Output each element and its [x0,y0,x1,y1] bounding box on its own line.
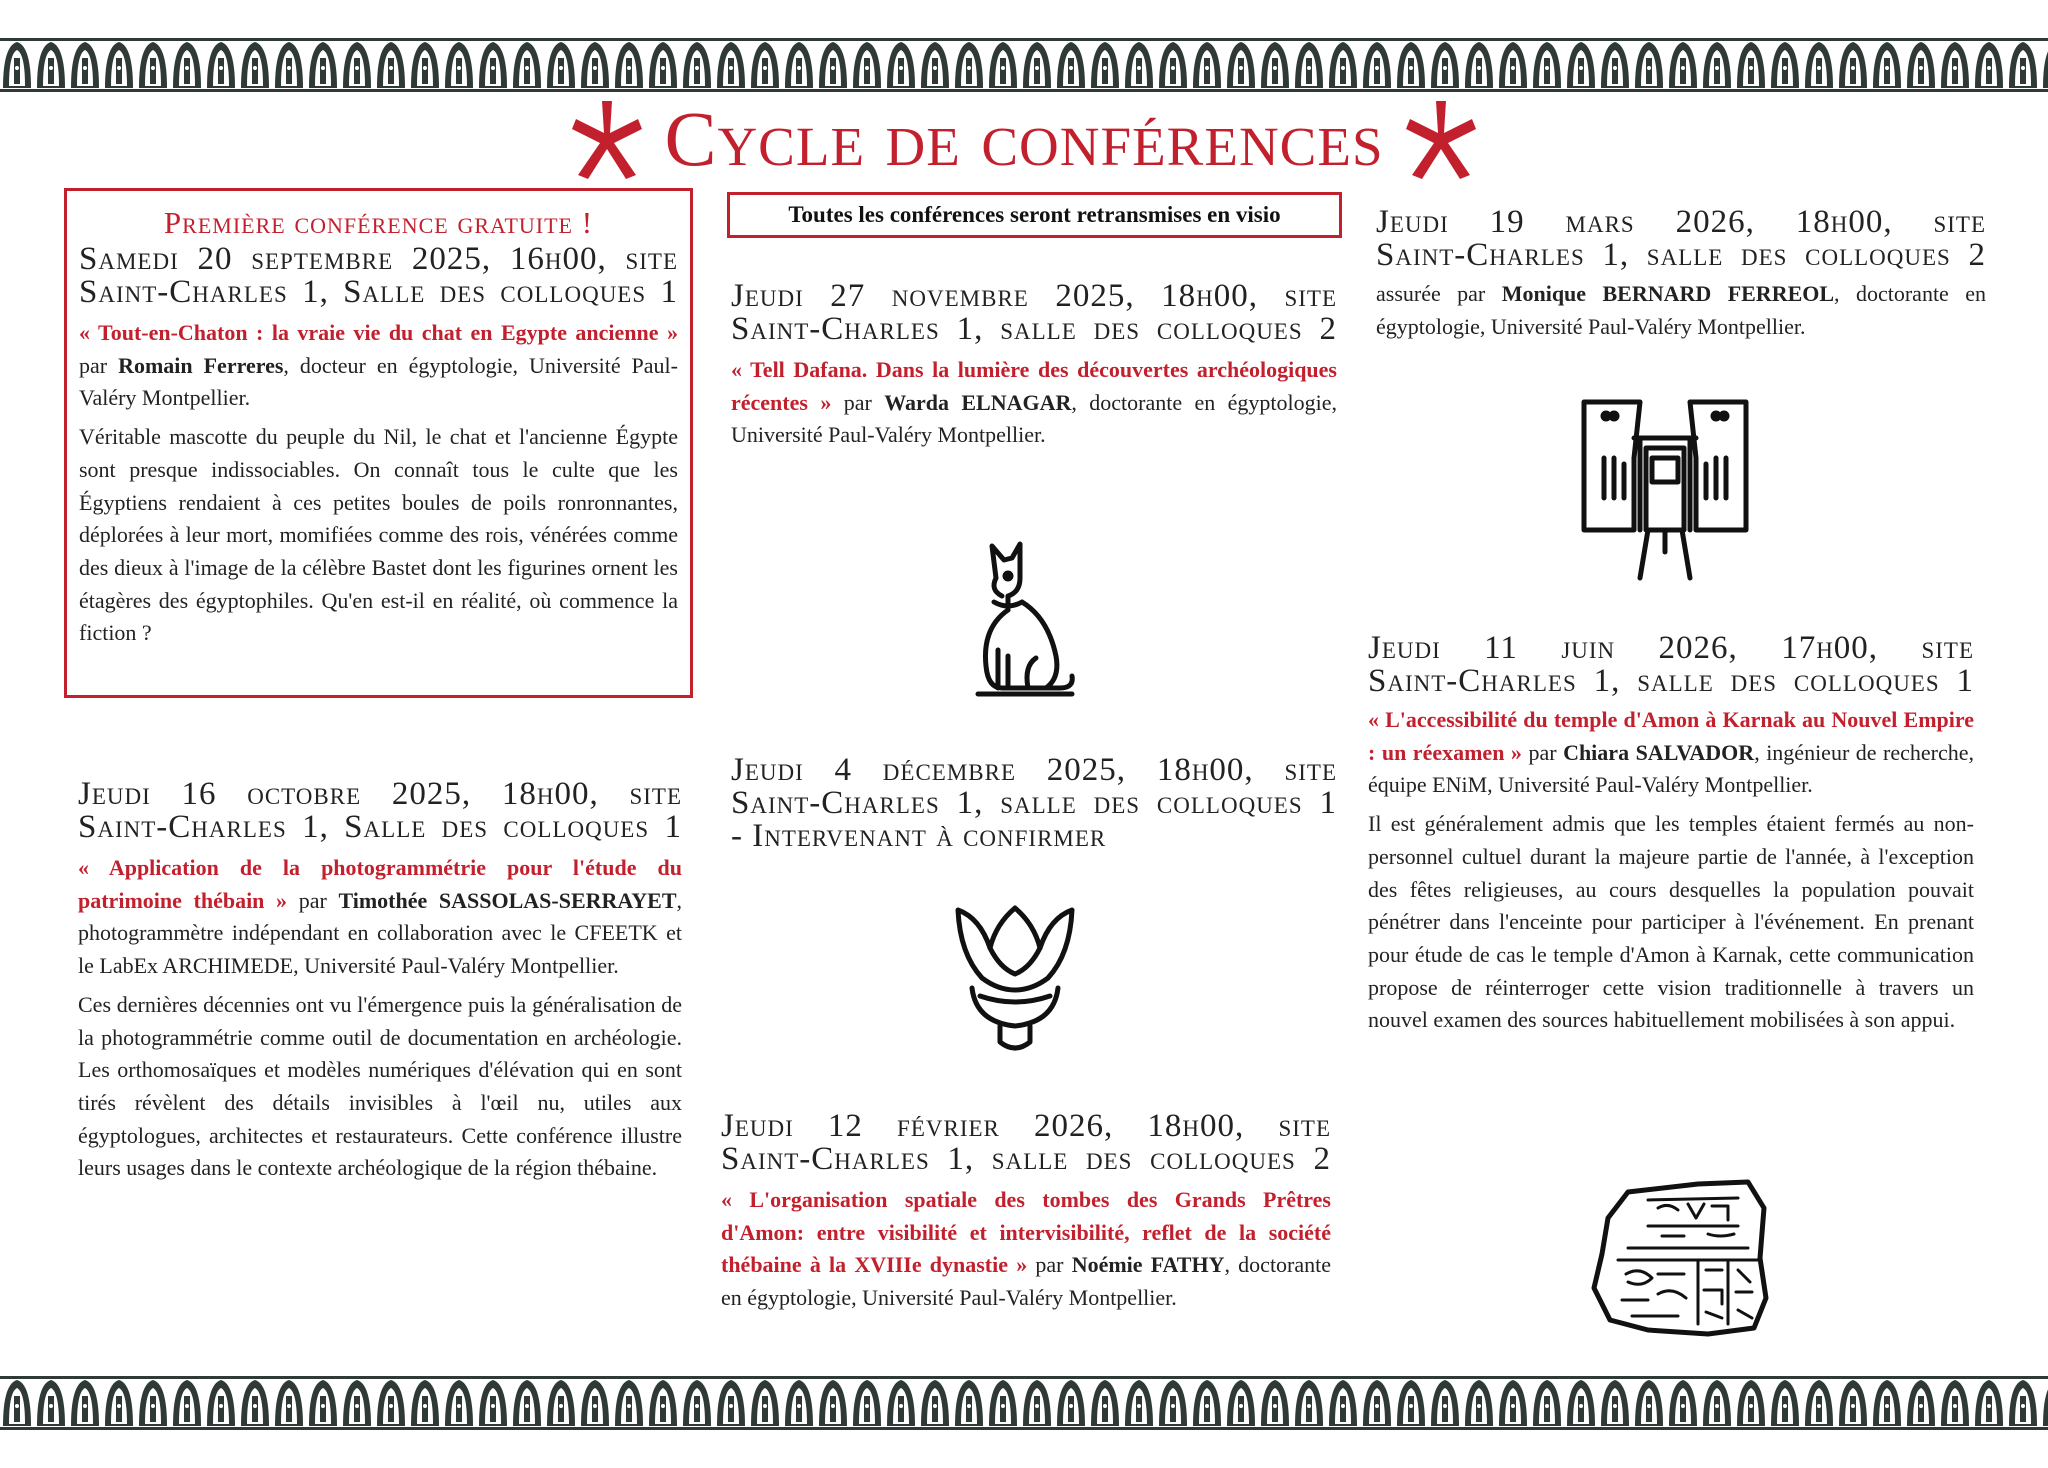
visio-notice: Toutes les conférences seront retransmises en visio [727,192,1342,238]
speaker-name: Timothée SASSOLAS-SERRAYET [338,887,677,913]
conference-venue: Saint-Charles 1, salle des colloques 2 [1376,237,1986,273]
bastet-cat-icon [968,538,1080,700]
conference-block [721,1110,1331,1315]
conference-block [1376,206,1986,343]
speaker-name: Warda ELNAGAR [884,389,1072,415]
conference-title: « Application de la photogrammétrie pour l'étude du patrimoine thébain » [78,855,682,913]
speaker-name: Romain Ferreres [118,352,284,378]
ankh-ornament-icon [572,99,642,179]
conference-block [731,280,1337,452]
conference-venue: Saint-Charles 1, Salle des colloques 1 [79,274,678,310]
conference-summary: « Application de la photogrammétrie pour l'étude du patrimoine thébain » par Timothée SASSOLAS-SERRAYET, photogrammètre indépendant en collaboration avec le CFEETK et le LabEx ARCHIMEDE, Université Paul-Valéry Montpellier. [78,855,682,979]
conference-summary: « Tout-en-Chaton : la vraie vie du chat en Egypte ancienne » par Romain Ferreres, docteur en égyptologie, Université Paul-Valéry Montpellier. [79,320,679,411]
conference-date: Jeudi 16 octobre 2025, 18h00, site [78,776,682,812]
conference-date: Jeudi 19 mars 2026, 18h00, site [1376,204,1986,240]
conference-venue: Saint-Charles 1, salle des colloques 1 [731,785,1337,821]
speaker-name: Noémie FATHY [1071,1252,1225,1278]
conference-date: Jeudi 11 juin 2026, 17h00, site [1368,630,1974,666]
conference-abstract: Véritable mascotte du peuple du Nil, le chat et l'ancienne Égypte sont presque indissociables. On connaît tous le culte que les Égyptiens rendaient à ces petites boules de poils ronronnantes, déplorées à leur mort, momifiées comme des rois, vénérées comme des dieux à l'image de la célèbre Bastet dont les figurines ornent les étagères des égyptophiles. Qu'en est-il en réalité, où commence la fiction ? [79,424,678,646]
conference-block [1368,632,1974,1037]
conference-title: « L'accessibilité du temple d'Amon à Karnak au Nouvel Empire : un réexamen » [1368,707,1974,765]
conference-date: Jeudi 27 novembre 2025, 18h00, site [731,278,1337,314]
speaker-role: , docteur en égyptologie, Université Paul-Valéry Montpellier. [79,352,679,411]
speaker-name: Monique BERNARD FERREOL [1501,281,1835,306]
conference-summary: assurée par Monique BERNARD FERREOL, doctorante en égyptologie, Université Paul-Valéry Montpellier. [1376,281,1987,339]
hieroglyph-stela-icon [1588,1178,1770,1338]
speaker-role: , ingénieur de recherche, équipe ENiM, Université Paul-Valéry Montpellier. [1368,739,1975,798]
speaker-role: , doctorante en égyptologie, Université Paul-Valéry Montpellier. [731,389,1338,448]
lotus-icon [950,904,1080,1056]
conference-title: « Tout-en-Chaton : la vraie vie du chat en Egypte ancienne » [79,320,678,345]
conference-title: « Tell Dafana. Dans la lumière des découvertes archéologiques récentes » [731,357,1337,415]
speaker-name: Chiara SALVADOR [1563,739,1755,765]
egyptian-frieze-bottom [0,1376,2048,1430]
conference-summary: « L'organisation spatiale des tombes des Grands Prêtres d'Amon: entre visibilité et intervisibilité, reflet de la société thébaine à la XVIIIe dynastie » par Noémie FATHY, doctorante en égyptologie, Université Paul-Valéry Montpellier. [721,1187,1332,1311]
conference-venue: Saint-Charles 1, salle des colloques 2 [731,311,1337,347]
conference-summary: « L'accessibilité du temple d'Amon à Karnak au Nouvel Empire : un réexamen » par Chiara SALVADOR, ingénieur de recherche, équipe ENiM, Université Paul-Valéry Montpellier. [1368,707,1975,798]
conference-title: « L'organisation spatiale des tombes des Grands Prêtres d'Amon: entre visibilité et intervisibilité, reflet de la société thébaine à la XVIIIe dynastie » [721,1187,1331,1278]
speaker-role: , photogrammètre indépendant en collaboration avec le CFEETK et le LabEx ARCHIMEDE, Université Paul-Valéry Montpellier. [78,887,682,979]
page-title: Cycle de conférences [664,95,1384,182]
conference-date: Jeudi 4 décembre 2025, 18h00, site [731,752,1337,788]
conference-date: Samedi 20 septembre 2025, 16h00, site [79,241,678,277]
conference-block [731,754,1337,853]
conference-venue: Saint-Charles 1, Salle des colloques 1 [78,809,682,845]
conference-abstract: Ces dernières décennies ont vu l'émergence puis la généralisation de la photogrammétrie comme outil de documentation en archéologie. Les orthomosaïques et modèles numériques d'élévation qui en sont tirés révèlent des détails invisibles à l'œil nu, utiles aux égyptologues, architectes et restaurateurs. Cette conférence illustre leurs usages dans le contexte archéologique de la région thébaine. [78,991,682,1181]
conference-speaker-tbd: - Intervenant à confirmer [731,818,1107,854]
conference-summary: « Tell Dafana. Dans la lumière des découvertes archéologiques récentes » par Warda ELNAGAR, doctorante en égyptologie, Université Paul-Valéry Montpellier. [731,357,1338,448]
conference-abstract: Il est généralement admis que les temples étaient fermés au non-personnel cultuel durant la majeure partie de l'année, à l'exception des fêtes religieuses, au cours desquelles la population pouvait pénétrer dans l'enceinte pour participer à l'événement. En prenant pour étude de cas le temple d'Amon à Karnak, cette communication propose de réinterroger cette vision traditionnelle à travers un nouvel examen des sources habituellement mobilisées à son appui. [1368,811,1974,1033]
speaker-role: , doctorante en égyptologie, Université Paul-Valéry Montpellier. [721,1252,1332,1311]
header [0,96,2048,182]
free-conference-label: Première conférence gratuite ! [163,205,594,240]
conference-date: Jeudi 12 février 2026, 18h00, site [721,1108,1331,1144]
conference-venue: Saint-Charles 1, salle des colloques 1 [1368,663,1974,699]
conference-venue: Saint-Charles 1, salle des colloques 2 [721,1141,1331,1177]
conference-block [78,778,682,1185]
free-conference-box [64,188,693,698]
ankh-ornament-icon [1406,99,1476,179]
egyptian-frieze-top [0,38,2048,92]
speaker-role: , doctorante en égyptologie, Université Paul-Valéry Montpellier. [1376,281,1987,339]
temple-pylon-icon [1580,398,1750,582]
